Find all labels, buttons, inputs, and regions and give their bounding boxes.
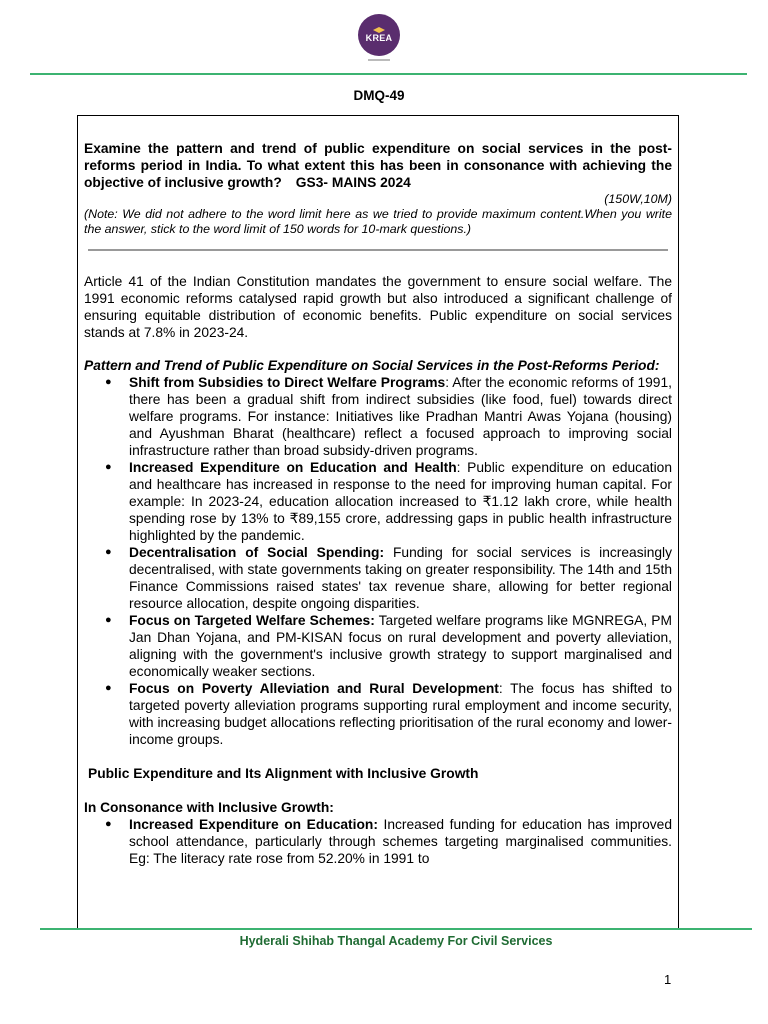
list-item-text: : The focus has shifted to targeted poverty alleviation programs supporting rural employment and income security, with increasing budget allocations reflecting prioritisation of the rural economy and lower-income groups. (129, 681, 672, 747)
list-item-title: Increased Expenditure on Education: (129, 817, 378, 832)
document-title: DMQ-49 (353, 88, 405, 103)
list-item-text: Funding for social services is increasingly decentralised, with state governments taking on greater responsibility. The 14th and 15th Finance Commissions raised states' tax revenue share, allowing for better regional resource allocation, despite ongoing disparities. (129, 545, 673, 611)
logo-tagline-mark (368, 59, 390, 61)
list-item-title: Decentralisation of Social Spending: (129, 545, 385, 560)
question-marks: (150W,10M) (604, 192, 672, 206)
question-separator (88, 249, 668, 251)
list-item (84, 680, 672, 748)
answer-box (77, 115, 679, 930)
krea-logo (358, 14, 400, 56)
list-item-text: : After the economic reforms of 1991, there has been a gradual shift from indirect subsidies (like food, fuel) towards direct welfare programs. For instance: Initiatives like Pradhan Mantri Awas Yojana (housing) and Ayushman Bharat (healthcare) reflect a focused approach to improving social infrastructure rather than broad subsidy-driven programs. (129, 375, 672, 458)
list-item (84, 816, 672, 867)
list-item (84, 544, 672, 612)
intro-paragraph: Article 41 of the Indian Constitution mandates the government to ensure social welfare. The 1991 economic reforms catalysed rapid growth but also introduced a significant challenge of ensuring equitable distribution of economic benefits. Public expenditure on social services stands at 7.8% in 2023-24. (84, 274, 672, 340)
list-item (84, 374, 672, 459)
list-item-text: Increased funding for education has improved school attendance, particularly through schemes targeting marginalised communities. Eg: The literacy rate rose from 52.20% in 1991 to (129, 817, 672, 866)
pattern-list (84, 374, 672, 748)
question-text: Examine the pattern and trend of public expenditure on social services in the post-reforms period in India. To what extent this has been in consonance with achieving the objective of inclusive growth? (84, 141, 672, 190)
answer-content (84, 140, 672, 867)
question-note: (Note: We did not adhere to the word limit here as we tried to provide maximum content.When you write the answer, stick to the word limit of 150 words for 10-mark questions.) (84, 207, 672, 236)
footer-academy-name: Hyderali Shihab Thangal Academy For Civil Services (239, 934, 553, 948)
consonance-heading: In Consonance with Inclusive Growth: (84, 800, 334, 815)
logo-text: KREA (365, 33, 393, 43)
list-item (84, 459, 672, 544)
header-divider (30, 73, 747, 75)
list-item-text: : Public expenditure on education and healthcare has increased in response to the need for improving human capital. For example: In 2023-24, education allocation increased to ₹1.12 lakh crore, while health spending rose by 13% to ₹89,155 crore, addressing gaps in public health infrastructure highlighted by the pandemic. (129, 460, 672, 543)
list-item-title: Increased Expenditure on Education and Health (129, 460, 457, 475)
footer-divider (40, 928, 752, 930)
question (84, 140, 672, 191)
list-item-title: Shift from Subsidies to Direct Welfare Programs (129, 375, 446, 390)
pattern-heading: Pattern and Trend of Public Expenditure on Social Services in the Post-Reforms Period: (84, 358, 660, 373)
consonance-list (84, 816, 672, 867)
list-item-title: Focus on Poverty Alleviation and Rural Development (129, 681, 499, 696)
question-tag: GS3- MAINS 2024 (295, 175, 411, 190)
list-item-text: Targeted welfare programs like MGNREGA, PM Jan Dhan Yojana, and PM-KISAN focus on rural development and poverty alleviation, aligning with the government's inclusive growth strategy to support marginalised and economically weaker sections. (129, 613, 672, 679)
alignment-heading: Public Expenditure and Its Alignment with Inclusive Growth (88, 766, 479, 781)
list-item (84, 612, 672, 680)
page-number: 1 (664, 972, 672, 987)
list-item-title: Focus on Targeted Welfare Schemes: (129, 613, 375, 628)
